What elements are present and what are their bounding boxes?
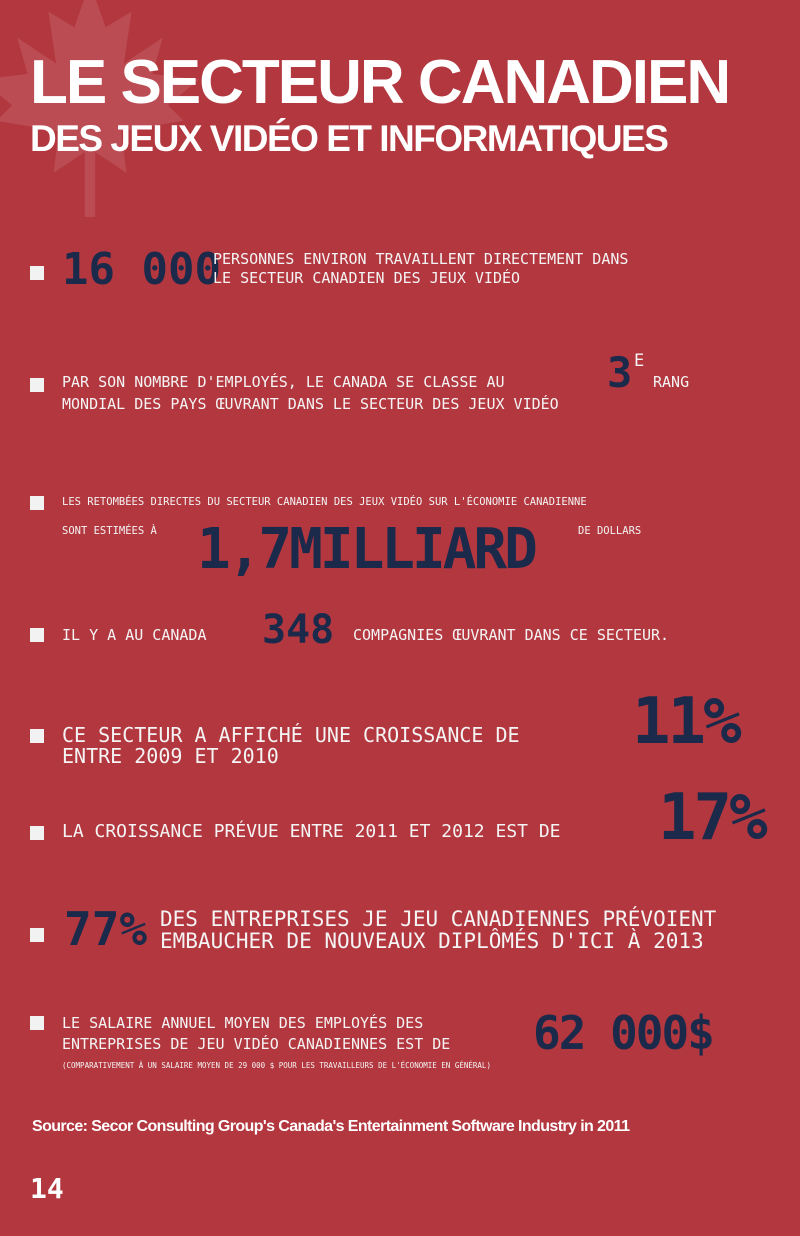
- stat-text: PAR SON NOMBRE D'EMPLOYÉS, LE CANADA SE CLASSE AU: [62, 373, 505, 391]
- stat-number: 62 000$: [533, 1006, 713, 1060]
- stat-footnote: (COMPARATIVEMENT À UN SALAIRE MOYEN DE 29 000 $ POUR LES TRAVAILLEURS DE L'ÉCONOMIE EN GÉNÉRAL): [62, 1061, 491, 1070]
- page-subtitle: DES JEUX VIDÉO ET INFORMATIQUES: [30, 118, 668, 159]
- bullet-icon: [30, 496, 44, 510]
- stat-text: MONDIAL DES PAYS ŒUVRANT DANS LE SECTEUR DES JEUX VIDÉO: [62, 395, 559, 413]
- stat-text: ENTRE 2009 ET 2010: [62, 744, 279, 768]
- stat-number: 16 000: [62, 244, 221, 295]
- stat-text: LA CROISSANCE PRÉVUE ENTRE 2011 ET 2012 EST DE: [62, 821, 561, 842]
- stat-text: SONT ESTIMÉES À: [62, 525, 157, 537]
- stat-text: LE SECTEUR CANADIEN DES JEUX VIDÉO: [213, 269, 521, 287]
- bullet-icon: [30, 729, 44, 743]
- stat-text: IL Y A AU CANADA: [62, 626, 207, 644]
- stat-text: RANG: [653, 373, 690, 391]
- bullet-icon: [30, 928, 44, 942]
- stat-number: 17%: [658, 781, 765, 855]
- stat-text: ENTREPRISES DE JEU VIDÉO CANADIENNES EST DE: [62, 1035, 451, 1053]
- stat-text: EMBAUCHER DE NOUVEAUX DIPLÔMÉS D'ICI À 2013: [160, 929, 704, 953]
- stat-text: DES ENTREPRISES JE JEU CANADIENNES PRÉVOIENT: [160, 907, 717, 931]
- stat-number: 1,7MILLIARD: [197, 517, 535, 582]
- page-number: 14: [30, 1172, 64, 1205]
- stat-text: CE SECTEUR A AFFICHÉ UNE CROISSANCE DE: [62, 723, 520, 747]
- bullet-icon: [30, 826, 44, 840]
- stat-number: 3: [607, 348, 633, 397]
- stat-text: LES RETOMBÉES DIRECTES DU SECTEUR CANADIEN DES JEUX VIDÉO SUR L'ÉCONOMIE CANADIENNE: [62, 496, 587, 508]
- bullet-icon: [30, 1016, 44, 1030]
- stat-superscript: E: [634, 351, 645, 371]
- stat-text: LE SALAIRE ANNUEL MOYEN DES EMPLOYÉS DES: [62, 1014, 424, 1032]
- stat-number: 77%: [64, 902, 148, 956]
- stat-number: 11%: [632, 685, 739, 759]
- bullet-icon: [30, 628, 44, 642]
- stat-text: DE DOLLARS: [578, 525, 642, 537]
- stat-number: 348: [262, 607, 335, 653]
- bullet-icon: [30, 266, 44, 280]
- stat-text: PERSONNES ENVIRON TRAVAILLENT DIRECTEMENT DANS: [213, 250, 629, 268]
- stat-text: COMPAGNIES ŒUVRANT DANS CE SECTEUR.: [353, 626, 670, 644]
- page-title: LE SECTEUR CANADIEN: [30, 48, 730, 117]
- bullet-icon: [30, 378, 44, 392]
- source-citation: Source: Secor Consulting Group's Canada's Entertainment Software Industry in 2011: [32, 1118, 630, 1135]
